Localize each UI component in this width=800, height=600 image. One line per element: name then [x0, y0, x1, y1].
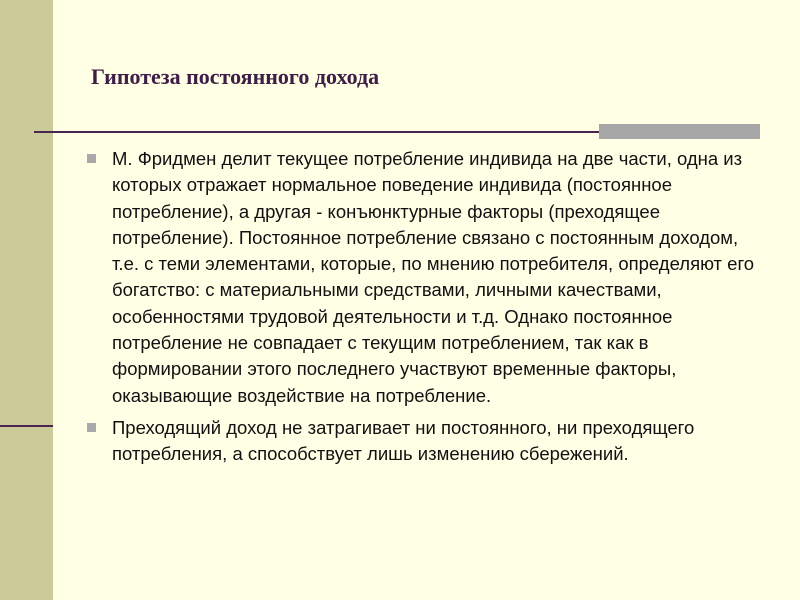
bullet-text: М. Фридмен делит текущее потребление индивида на две части, одна из которых отражает нормальное поведение индивида (постоянное потребление), а другая - конъюнктурные факторы (преходящее потребление). Постоянное потребление связано с постоянным доходом, т.е. с теми элементами, которые, по мнению потребителя, определяют его богатство: с материальными средствами, личными качествами, особенностями трудовой деятельности и т.д. Однако постоянное потребление не совпадает с текущим потреблением, так как в формировании этого последнего участвуют временные факторы, оказывающие воздействие на потребление. [112, 148, 755, 406]
slide-title: Гипотеза постоянного дохода [91, 64, 380, 89]
title-underline-accent-block [599, 124, 760, 139]
bullet-item [84, 146, 764, 409]
square-bullet-icon [87, 423, 96, 432]
bullet-text: Преходящий доход не затрагивает ни постоянного, ни преходящего потребления, а способствует лишь изменению сбережений. [112, 416, 695, 465]
left-decorative-band [0, 0, 53, 600]
square-bullet-icon [87, 154, 96, 163]
bullet-item [84, 415, 764, 468]
bullet-list [84, 146, 764, 474]
left-band-divider [0, 425, 53, 427]
